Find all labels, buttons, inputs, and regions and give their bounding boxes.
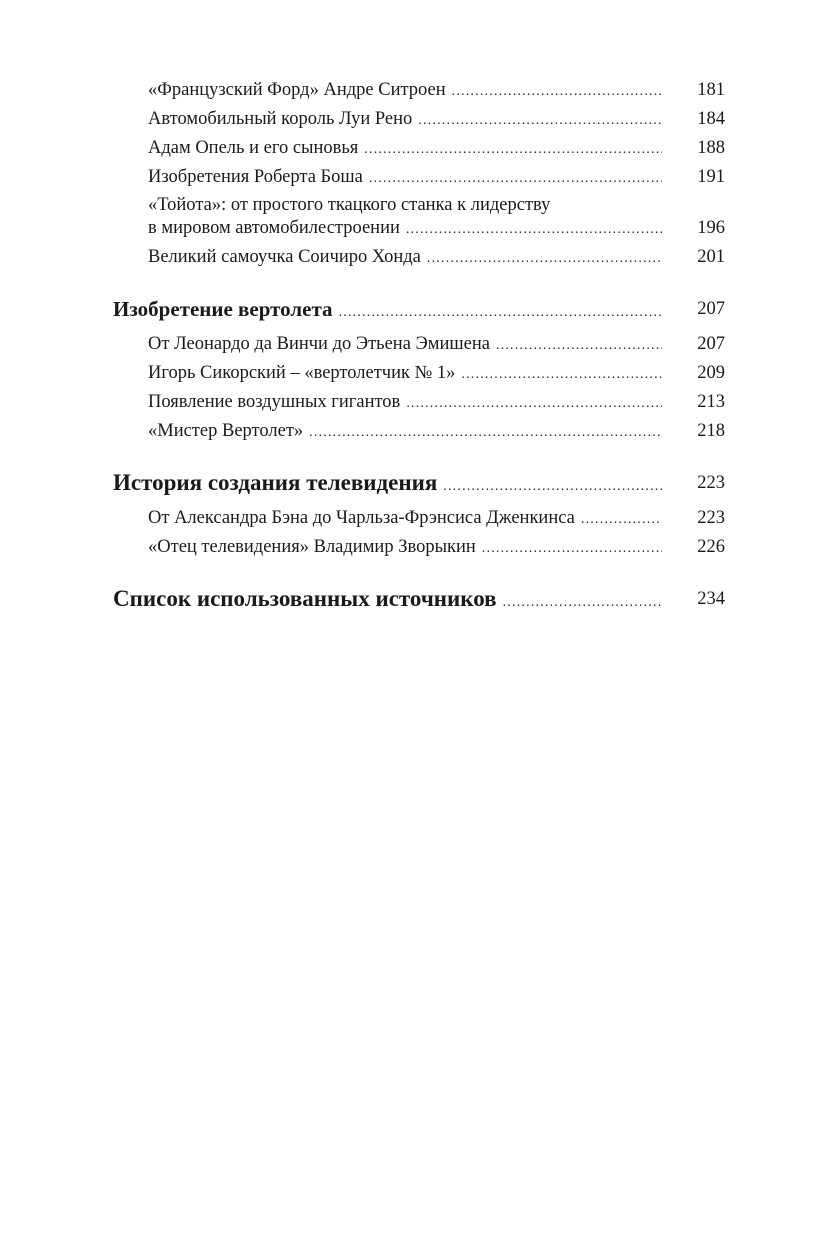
toc-entry: [148, 508, 662, 529]
toc-entry: [148, 80, 662, 101]
toc-entry-title: Адам Опель и его сыновья: [148, 138, 359, 158]
toc-page-number: 207: [697, 299, 725, 319]
toc-entry-title-line1: «Тойота»: от простого ткацкого станка к лидерству: [148, 195, 551, 215]
toc-entry: [148, 247, 662, 268]
dot-leader: [461, 367, 662, 383]
toc-entry-title: Изобретения Роберта Боша: [148, 167, 363, 187]
toc-page-number: 184: [697, 109, 725, 129]
dot-leader: [369, 171, 662, 187]
toc-section: [113, 470, 662, 496]
toc-entry: [148, 392, 662, 413]
toc-page-number: 218: [697, 421, 725, 441]
toc-entry-title: От Леонардо да Винчи до Этьена Эмишена: [148, 334, 490, 354]
dot-leader: [443, 479, 662, 495]
dot-leader: [309, 425, 662, 441]
toc-entry-title: Появление воздушных гигантов: [148, 392, 401, 412]
toc-entry-title: «Мистер Вертолет»: [148, 421, 304, 441]
toc-entry-title: От Александра Бэна до Чарльза-Фрэнсиса Дженкинса: [148, 508, 575, 528]
toc-page-number: 188: [697, 138, 725, 158]
toc-page-number: 234: [697, 589, 725, 609]
toc-page-number: 201: [697, 247, 725, 267]
dot-leader: [406, 222, 662, 238]
toc-page-number: 209: [697, 363, 725, 383]
toc-entry: [148, 421, 662, 442]
dot-leader: [496, 338, 662, 354]
dot-leader: [418, 113, 662, 129]
toc-page-number: 207: [697, 334, 725, 354]
toc-entry: [148, 334, 662, 355]
toc-section-title: История создания телевидения: [113, 470, 438, 495]
toc-section-title: Изобретение вертолета: [113, 297, 333, 321]
toc-page-number: 223: [697, 508, 725, 528]
toc-entry-title: Игорь Сикорский – «вертолетчик № 1»: [148, 363, 456, 383]
toc-entry: [148, 109, 662, 130]
dot-leader: [482, 541, 662, 557]
dot-leader: [339, 305, 662, 321]
toc-section: [113, 586, 662, 612]
dot-leader: [406, 396, 662, 412]
toc-entry: [148, 363, 662, 384]
toc-entry-title: «Отец телевидения» Владимир Зворыкин: [148, 537, 476, 557]
dot-leader: [503, 595, 662, 611]
toc-section: [113, 297, 662, 322]
toc-entry-title: в мировом автомобилестроении: [148, 218, 400, 238]
toc-entry: [148, 167, 662, 188]
toc-page-number: 191: [697, 167, 725, 187]
dot-leader: [581, 512, 662, 528]
dot-leader: [452, 84, 662, 100]
toc-section-title: Список использованных источников: [113, 586, 497, 611]
toc-page-number: 181: [697, 80, 725, 100]
toc-entry: [148, 218, 662, 239]
dot-leader: [427, 251, 662, 267]
toc-entry: [148, 138, 662, 159]
toc-page-number: 213: [697, 392, 725, 412]
dot-leader: [364, 142, 662, 158]
toc-entry-title: Великий самоучка Соичиро Хонда: [148, 247, 421, 267]
toc-entry-title: Автомобильный король Луи Рено: [148, 109, 413, 129]
toc-page-number: 223: [697, 473, 725, 493]
toc-page-number: 226: [697, 537, 725, 557]
toc-entry: [148, 537, 662, 558]
toc-entry-title: «Французский Форд» Андре Ситроен: [148, 80, 446, 100]
toc-page-number: 196: [697, 218, 725, 238]
